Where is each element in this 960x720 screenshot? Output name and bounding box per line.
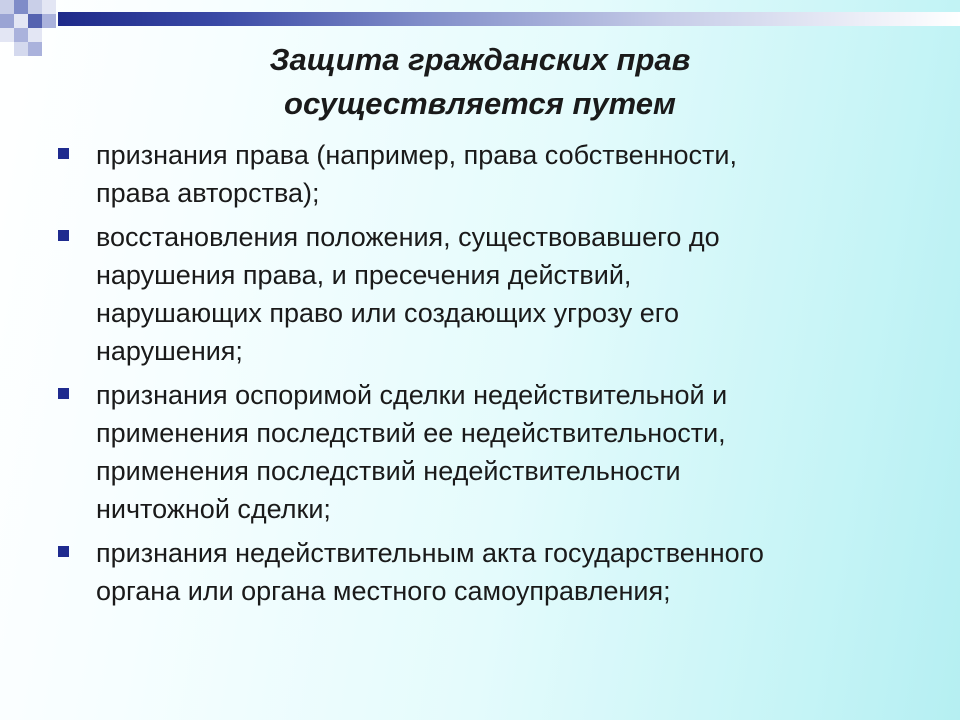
slide-title bbox=[0, 38, 960, 126]
square-bullet-icon bbox=[58, 546, 69, 557]
list-item-invalid-act bbox=[58, 534, 938, 610]
list-item-text: применения последствий недействительности bbox=[96, 456, 681, 486]
list-item-text: нарушения; bbox=[96, 336, 243, 366]
header-band bbox=[58, 12, 960, 26]
methods-list bbox=[58, 136, 938, 616]
slide-title-line-1: Защита гражданских прав bbox=[269, 42, 691, 77]
list-item-restoration bbox=[58, 218, 938, 370]
list-item-text: применения последствий ее недействительности, bbox=[96, 418, 726, 448]
list-item-text: признания права (например, права собственности, bbox=[96, 140, 737, 170]
list-item-text: права авторства); bbox=[96, 178, 320, 208]
list-item-text: нарушения права, и пресечения действий, bbox=[96, 260, 632, 290]
list-item-voidable-transaction bbox=[58, 376, 938, 528]
square-bullet-icon bbox=[58, 388, 69, 399]
list-item-text: восстановления положения, существовавшего до bbox=[96, 222, 720, 252]
square-bullet-icon bbox=[58, 148, 69, 159]
list-item-recognition-of-right bbox=[58, 136, 938, 212]
slide-title-line-2: осуществляется путем bbox=[284, 86, 676, 121]
list-item-text: признания недействительным акта государственного bbox=[96, 538, 764, 568]
list-item-text: нарушающих право или создающих угрозу его bbox=[96, 298, 680, 328]
list-item-text: признания оспоримой сделки недействительной и bbox=[96, 380, 728, 410]
list-item-text: ничтожной сделки; bbox=[96, 494, 331, 524]
square-bullet-icon bbox=[58, 230, 69, 241]
list-item-text: органа или органа местного самоуправления; bbox=[96, 576, 671, 606]
